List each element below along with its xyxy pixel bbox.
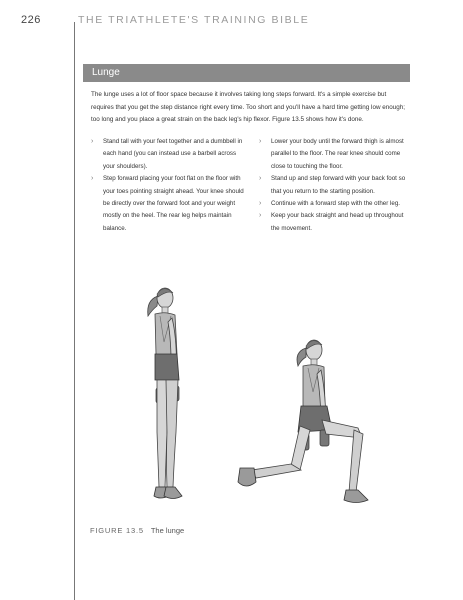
section-header-bar	[83, 64, 410, 82]
step-item	[259, 173, 412, 198]
standing-figure-illustration	[138, 282, 200, 512]
step-text: Stand up and step forward with your back foot so that you return to the starting position.	[271, 175, 406, 195]
margin-rule	[74, 22, 75, 600]
section-title: Lunge	[92, 67, 120, 78]
step-text: Step forward placing your foot flat on the floor with your toes pointing straight ahead. Your knee should be directly over the forward foot and your weight mostly on the heel. The rear leg helps maintain balance.	[103, 175, 244, 232]
step-text: Keep your back straight and head up throughout the movement.	[271, 212, 404, 232]
step-text: Continue with a forward step with the other leg.	[271, 200, 400, 208]
intro-paragraph: The lunge uses a lot of floor space because it involves taking long steps forward. It's a simple exercise but requires that you get the step distance right every time. Too short and you'll have a hard time getting low enough; too long and you place a great strain on the back leg's hip flexor. Figure 13.5 shows how it's done.	[91, 91, 406, 123]
bullet-icon: ›	[259, 200, 262, 208]
running-head: THE TRIATHLETE'S TRAINING BIBLE	[78, 14, 310, 26]
page-number: 226	[21, 14, 41, 26]
step-item	[91, 136, 244, 173]
bullet-icon: ›	[91, 138, 94, 145]
step-text: Lower your body until the forward thigh is almost parallel to the floor. The rear knee should come close to touching the floor.	[271, 138, 404, 170]
steps-column-right	[259, 136, 412, 235]
step-item	[259, 210, 412, 235]
bullet-icon: ›	[259, 175, 262, 183]
bullet-icon: ›	[91, 175, 94, 183]
lunge-figure-illustration	[228, 330, 388, 510]
step-text: Stand tall with your feet together and a dumbbell in each hand (you can instead use a barbell across your shoulders).	[103, 138, 243, 170]
figure-label: FIGURE 13.5	[90, 526, 144, 535]
bullet-icon: ›	[259, 138, 262, 145]
step-item	[259, 136, 412, 173]
step-item	[91, 173, 244, 235]
figure-caption-text: The lunge	[150, 526, 185, 535]
figure-caption	[90, 526, 184, 535]
steps-column-left	[91, 136, 244, 235]
step-item	[259, 198, 412, 210]
bullet-icon: ›	[259, 212, 262, 220]
